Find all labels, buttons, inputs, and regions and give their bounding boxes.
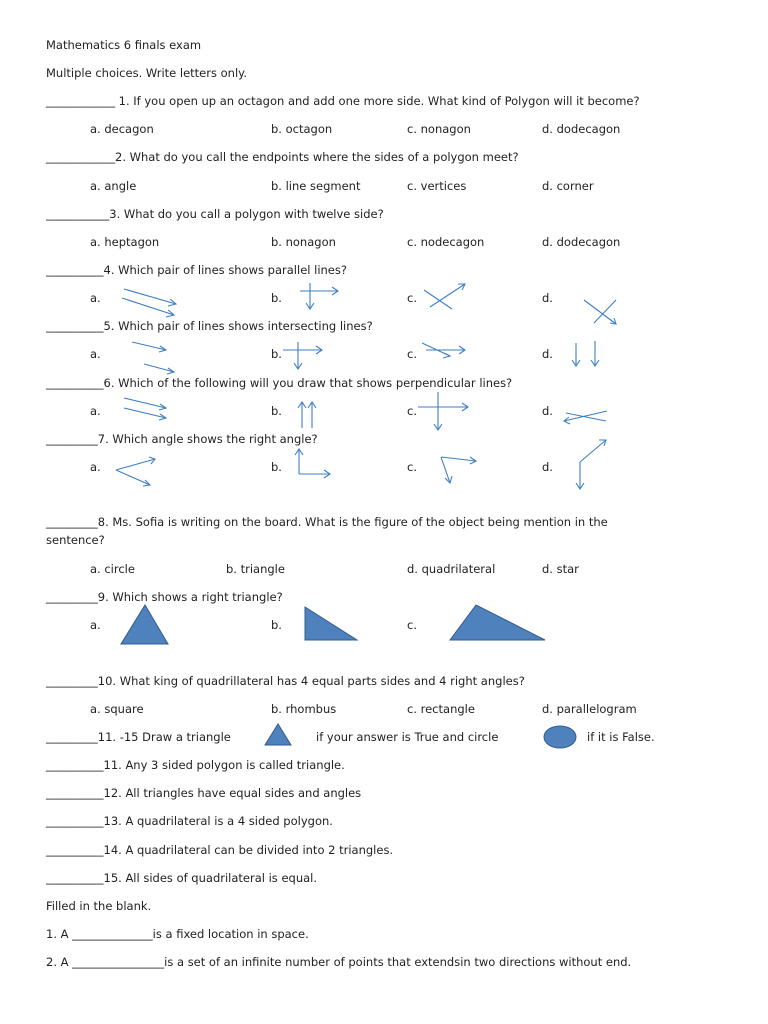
question-10: _________10. What king of quadrillateral has 4 equal parts sides and 4 right angles? xyxy=(46,674,525,688)
q8-choice-d: d. star xyxy=(542,562,579,576)
true-false-instruction: _________11. -15 Draw a triangle xyxy=(46,730,231,744)
q9-choice-c: c. xyxy=(407,618,417,632)
q3-choice-d: d. dodecagon xyxy=(542,235,621,249)
q2-choice-d: d. corner xyxy=(542,179,594,193)
q8-choice-a: a. circle xyxy=(90,562,135,576)
q4-choice-c: c. xyxy=(407,291,417,305)
q7-choice-d: d. xyxy=(542,460,553,474)
fill-item-2: 2. A ________________is a set of an infinite number of points that extendsin two directions without end. xyxy=(46,955,632,969)
q9-choice-a: a. xyxy=(90,618,101,632)
triangle-true-symbol xyxy=(265,724,291,745)
q1-choice-a: a. decagon xyxy=(90,122,154,136)
question-7: _________7. Which angle shows the right angle? xyxy=(46,432,318,446)
q6-choice-d: d. xyxy=(542,404,553,418)
q2-choice-c: c. vertices xyxy=(407,179,467,193)
q6-choice-c: c. xyxy=(407,404,417,418)
q3-choice-a: a. heptagon xyxy=(90,235,160,249)
q1-choice-b: b. octagon xyxy=(271,122,333,136)
true-false-instruction-mid: if your answer is True and circle xyxy=(316,730,499,744)
q1-choice-c: c. nonagon xyxy=(407,122,471,136)
q4-choice-a: a. xyxy=(90,291,101,305)
exam-title: Mathematics 6 finals exam xyxy=(46,38,202,52)
q7-choice-b: b. xyxy=(271,460,282,474)
circle-false-symbol xyxy=(544,726,576,748)
q2-choice-b: b. line segment xyxy=(271,179,361,193)
q8-choice-b: b. triangle xyxy=(226,562,285,576)
question-1: ____________ 1. If you open up an octagon and add one more side. What kind of Polygon will it become? xyxy=(46,94,640,108)
question-2: ____________2. What do you call the endpoints where the sides of a polygon meet? xyxy=(46,150,519,164)
q10-choice-d: d. parallelogram xyxy=(542,702,637,716)
q10-choice-a: a. square xyxy=(90,702,144,716)
fill-blank-instruction: Filled in the blank. xyxy=(46,899,152,913)
q5-choice-d: d. xyxy=(542,347,553,361)
tf-item-13: __________13. A quadrilateral is a 4 sided polygon. xyxy=(46,814,333,828)
q10-choice-b: b. rhombus xyxy=(271,702,337,716)
question-6: __________6. Which of the following will you draw that shows perpendicular lines? xyxy=(46,376,513,390)
tf-item-12: __________12. All triangles have equal sides and angles xyxy=(46,786,362,800)
q2-choice-a: a. angle xyxy=(90,179,137,193)
tf-item-11: __________11. Any 3 sided polygon is called triangle. xyxy=(46,758,345,772)
question-9: _________9. Which shows a right triangle? xyxy=(46,590,283,604)
q5-choice-c: c. xyxy=(407,347,417,361)
q10-choice-c: c. rectangle xyxy=(407,702,475,716)
q3-choice-b: b. nonagon xyxy=(271,235,336,249)
q1-choice-d: d. dodecagon xyxy=(542,122,621,136)
q8-choice-c: d. quadrilateral xyxy=(407,562,496,576)
q5-choice-b: b. xyxy=(271,347,282,361)
question-3: ___________3. What do you call a polygon with twelve side? xyxy=(46,207,384,221)
fill-item-1: 1. A ______________is a fixed location in space. xyxy=(46,927,309,941)
q4-choice-b: b. xyxy=(271,291,282,305)
true-false-instruction-end: if it is False. xyxy=(587,730,655,744)
q4-choice-d: d. xyxy=(542,291,553,305)
question-8-continued: sentence? xyxy=(46,533,105,547)
q6-choice-b: b. xyxy=(271,404,282,418)
question-8: _________8. Ms. Sofia is writing on the board. What is the figure of the object being mention in the xyxy=(46,515,608,529)
tf-item-14: __________14. A quadrilateral can be divided into 2 triangles. xyxy=(46,843,394,857)
q5-choice-a: a. xyxy=(90,347,101,361)
question-5: __________5. Which pair of lines shows intersecting lines? xyxy=(46,319,373,333)
q7-choice-a: a. xyxy=(90,460,101,474)
tf-item-15: __________15. All sides of quadrilateral is equal. xyxy=(46,871,318,885)
question-4: __________4. Which pair of lines shows parallel lines? xyxy=(46,263,347,277)
section-instruction: Multiple choices. Write letters only. xyxy=(46,66,247,80)
q9-choice-b: b. xyxy=(271,618,282,632)
q7-choice-c: c. xyxy=(407,460,417,474)
q6-choice-a: a. xyxy=(90,404,101,418)
q3-choice-c: c. nodecagon xyxy=(407,235,485,249)
